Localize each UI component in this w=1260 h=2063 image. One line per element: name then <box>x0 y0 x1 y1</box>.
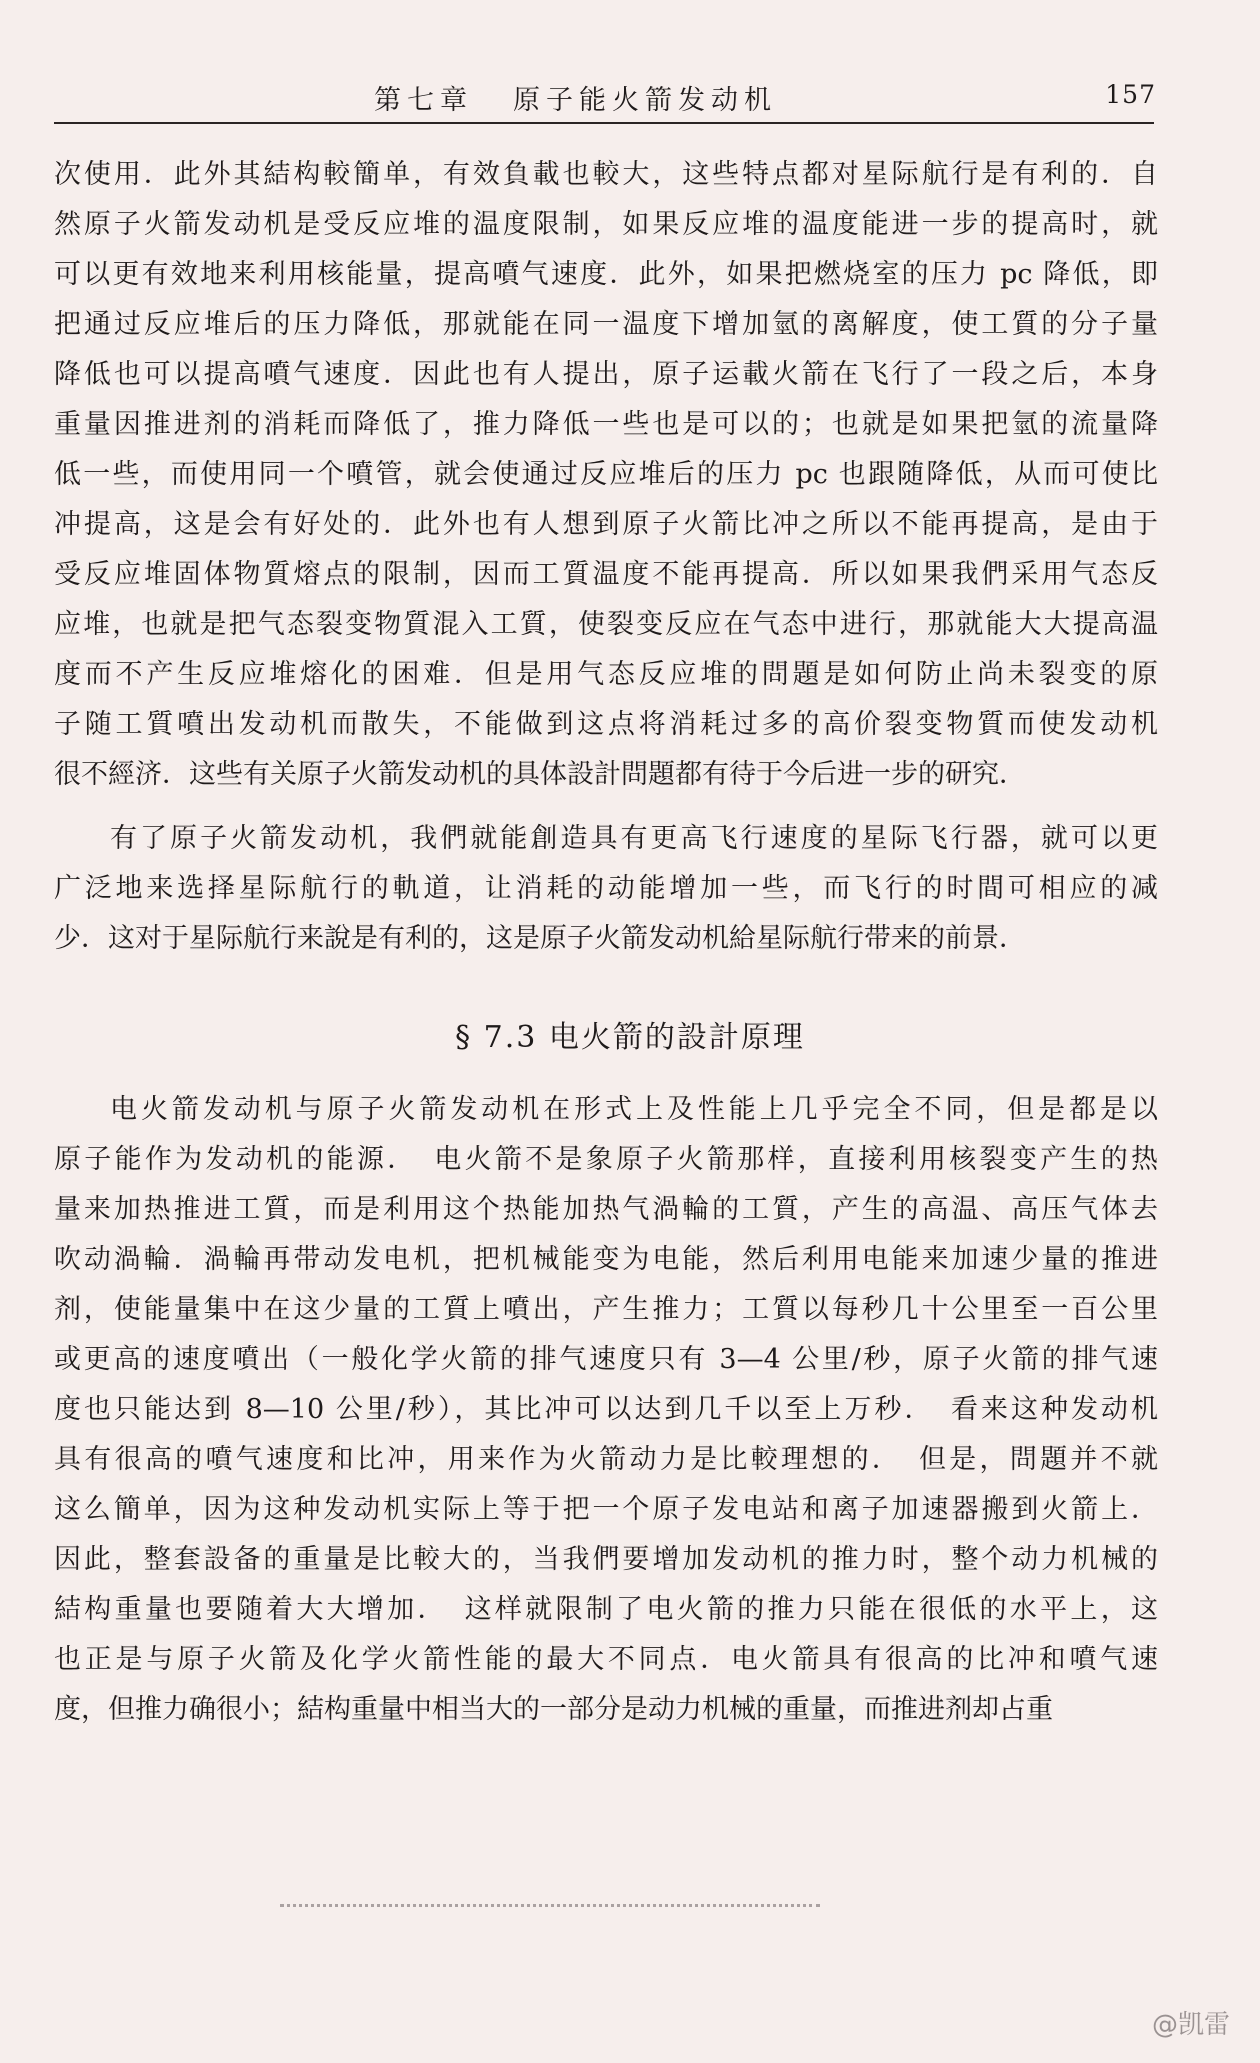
paragraph-1 <box>54 150 1158 800</box>
text-line: 然原子火箭发动机是受反应堆的温度限制，如果反应堆的温度能进一步的提高时，就 <box>54 209 1158 240</box>
section-heading: § 7.3 电火箭的設計原理 <box>455 1020 805 1055</box>
text-line: 应堆，也就是把气态裂变物質混入工質，使裂变反应在气态中进行，那就能大大提高温 <box>54 609 1158 640</box>
page-number: 157 <box>1105 80 1156 109</box>
text-line: 度而不产生反应堆熔化的困难．但是用气态反应堆的問題是如何防止尚未裂变的原 <box>54 659 1158 690</box>
text-line: 具有很高的噴气速度和比冲，用来作为火箭动力是比較理想的． 但是，問題并不就 <box>54 1444 1158 1475</box>
text-line: 原子能作为发动机的能源． 电火箭不是象原子火箭那样，直接利用核裂变产生的热 <box>54 1144 1158 1175</box>
text-line: 有了原子火箭发动机，我們就能創造具有更高飞行速度的星际飞行器，就可以更 <box>110 823 1158 854</box>
text-line: 也正是与原子火箭及化学火箭性能的最大不同点．电火箭具有很高的比冲和噴气速 <box>54 1644 1158 1675</box>
text-line: 度也只能达到 8—10 公里/秒），其比冲可以达到几千以至上万秒． 看来这种发动机 <box>54 1394 1158 1425</box>
scan-artifact <box>280 1904 820 1915</box>
text-line: 电火箭发动机与原子火箭发动机在形式上及性能上几乎完全不同，但是都是以 <box>110 1094 1158 1125</box>
header-rule <box>54 122 1154 124</box>
text-line: 度，但推力确很小；結构重量中相当大的一部分是动力机械的重量，而推进剂却占重 <box>54 1694 1053 1725</box>
text-line: 次使用．此外其結构較簡单，有效負載也較大，这些特点都对星际航行是有利的．自 <box>54 159 1158 190</box>
text-line: 或更高的速度噴出（一般化学火箭的排气速度只有 3—4 公里/秒，原子火箭的排气速 <box>54 1344 1158 1375</box>
text-line: 少．这对于星际航行来說是有利的，这是原子火箭发动机給星际航行带来的前景． <box>54 923 1026 954</box>
text-line: 結构重量也要随着大大增加． 这样就限制了电火箭的推力只能在很低的水平上，这 <box>54 1594 1158 1625</box>
text-line: 因此，整套設备的重量是比較大的，当我們要增加发动机的推力时，整个动力机械的 <box>54 1544 1158 1575</box>
text-line: 冲提高，这是会有好处的．此外也有人想到原子火箭比冲之所以不能再提高，是由于 <box>54 509 1158 540</box>
text-line: 低一些，而使用同一个噴管，就会使通过反应堆后的压力 pc 也跟随降低，从而可使比 <box>54 459 1158 490</box>
running-header <box>56 74 1156 118</box>
watermark: @凯雷 <box>1151 2010 1230 2040</box>
paragraph-3 <box>54 1085 1158 1735</box>
text-line: 这么簡单，因为这种发动机实际上等于把一个原子发电站和离子加速器搬到火箭上． <box>54 1494 1158 1525</box>
text-line: 子随工質噴出发动机而散失，不能做到这点将消耗过多的高价裂变物質而使发动机 <box>54 709 1158 740</box>
text-line: 可以更有效地来利用核能量，提高噴气速度．此外，如果把燃烧室的压力 pc 降低，即 <box>54 259 1158 290</box>
paragraph-2 <box>54 814 1158 964</box>
chapter-heading <box>374 78 777 117</box>
text-line: 把通过反应堆后的压力降低，那就能在同一温度下增加氫的离解度，使工質的分子量 <box>54 309 1158 340</box>
text-line: 吹动渦輪．渦輪再带动发电机，把机械能变为电能，然后利用电能来加速少量的推进 <box>54 1244 1158 1275</box>
chapter-number: 第七章 <box>374 85 473 116</box>
text-line: 重量因推进剂的消耗而降低了，推力降低一些也是可以的；也就是如果把氫的流量降 <box>54 409 1158 440</box>
text-line: 很不經济．这些有关原子火箭发动机的具体設計問題都有待于今后进一步的研究． <box>54 759 1026 790</box>
chapter-title: 原子能火箭发动机 <box>513 85 777 116</box>
text-line: 广泛地来选择星际航行的軌道，让消耗的动能增加一些，而飞行的时間可相应的减 <box>54 873 1158 904</box>
text-line: 量来加热推进工質，而是利用这个热能加热气渦輪的工質，产生的高温、高压气体去 <box>54 1194 1158 1225</box>
text-line: 受反应堆固体物質熔点的限制，因而工質温度不能再提高．所以如果我們采用气态反 <box>54 559 1158 590</box>
text-line: 剂，使能量集中在这少量的工質上噴出，产生推力；工質以每秒几十公里至一百公里 <box>54 1294 1158 1325</box>
text-line: 降低也可以提高噴气速度．因此也有人提出，原子运載火箭在飞行了一段之后，本身 <box>54 359 1158 390</box>
